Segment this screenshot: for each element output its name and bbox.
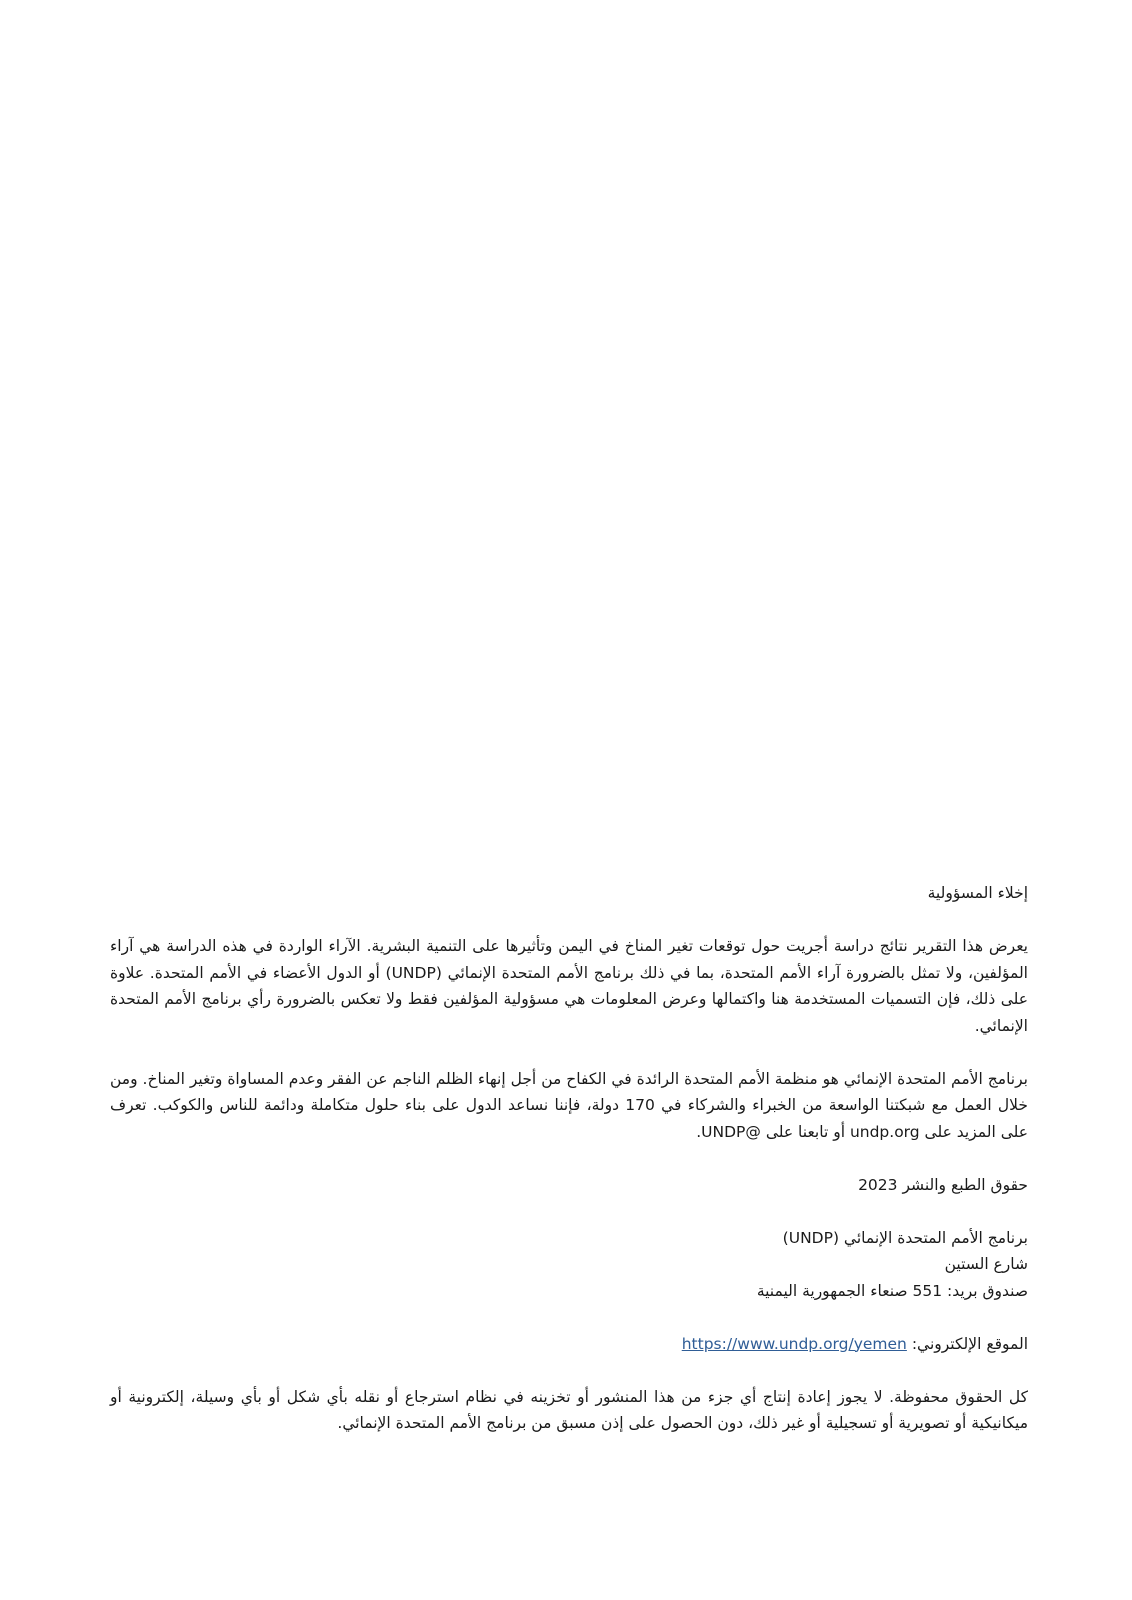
- spacer: [110, 1304, 1028, 1331]
- imprint-section: [110, 880, 1028, 1437]
- disclaimer-paragraph: يعرض هذا التقرير نتائج دراسة أجريت حول توقعات تغير المناخ في اليمن وتأثيرها على التنمية البشرية. الآراء الواردة في هذه الدراسة هي آراء المؤلفين، ولا تمثل بالضرورة آراء الأمم المتحدة، بما في ذلك برنامج الأمم المتحدة الإنمائي (UNDP) أو الدول الأعضاء في الأمم المتحدة. علاوة على ذلك، فإن التسميات المستخدمة هنا واكتمالها وعرض المعلومات هي مسؤولية المؤلفين فقط ولا تعكس بالضرورة رأي برنامج الأمم المتحدة الإنمائي.: [110, 937, 1028, 1035]
- spacer: [110, 1145, 1028, 1172]
- disclaimer-title: إخلاء المسؤولية: [927, 884, 1028, 902]
- address-street: شارع الستين: [944, 1255, 1028, 1273]
- website-link[interactable]: https://www.undp.org/yemen: [681, 1334, 907, 1353]
- spacer: [110, 907, 1028, 934]
- website-line: [110, 1331, 1028, 1358]
- rights-paragraph: كل الحقوق محفوظة. لا يجوز إعادة إنتاج أي جزء من هذا المنشور أو تخزينه في نظام استرجاع أو نقله بأي شكل أو بأي وسيلة، إلكترونية أو ميكانيكية أو تصويرية أو تسجيلية أو غير ذلك، دون الحصول على إذن مسبق من برنامج الأمم المتحدة الإنمائي.: [110, 1387, 1028, 1432]
- spacer: [110, 1039, 1028, 1066]
- website-label: الموقع الإلكتروني:: [906, 1334, 1028, 1353]
- address-organization: برنامج الأمم المتحدة الإنمائي (UNDP): [782, 1228, 1028, 1247]
- spacer: [110, 1357, 1028, 1384]
- address-po-box: صندوق بريد: 551 صنعاء الجمهورية اليمنية: [756, 1281, 1028, 1300]
- about-undp-paragraph: برنامج الأمم المتحدة الإنمائي هو منظمة الأمم المتحدة الرائدة في الكفاح من أجل إنهاء الظلم الناجم عن الفقر وعدم المساواة وتغير المناخ. ومن خلال العمل مع شبكتنا الواسعة من الخبراء والشركاء في 170 دولة، فإننا نساعد الدول على بناء حلول متكاملة ودائمة للناس والكوكب. تعرف على المزيد على undp.org أو تابعنا على @UNDP.: [110, 1069, 1028, 1141]
- spacer: [110, 1198, 1028, 1225]
- copyright-line: حقوق الطبع والنشر 2023: [858, 1175, 1028, 1194]
